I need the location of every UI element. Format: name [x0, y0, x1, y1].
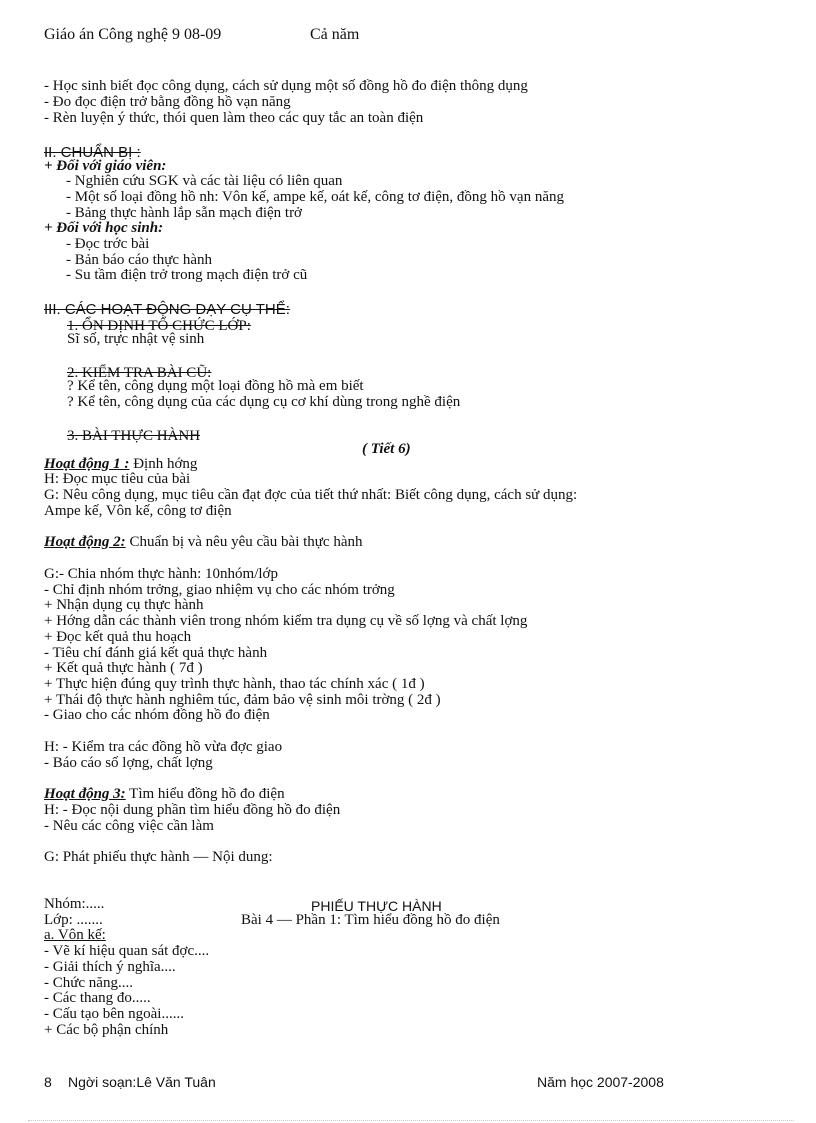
review-question: ? Kể tên, công dụng một loại đồng hồ mà em biết: [67, 378, 364, 394]
worksheet-title: PHIẾU THỰC HÀNH: [311, 898, 442, 914]
worksheet-item: - Chức năng....: [44, 975, 133, 991]
activity-2-line: - Tiêu chí đánh giá kết quả thực hành: [44, 645, 268, 661]
teacher-label: + Đối với giáo viên:: [44, 158, 167, 174]
page-header-title: Giáo án Công nghệ 9 08-09: [44, 26, 222, 43]
activity-2-line: + Kết quả thực hành ( 7đ ): [44, 660, 203, 676]
worksheet-item: - Vẽ kí hiệu quan sát đợc....: [44, 943, 210, 959]
student-item: - Bản báo cáo thực hành: [66, 252, 212, 268]
activity-3-line: H: - Đọc nội dung phần tìm hiểu đồng hồ đo điện: [44, 802, 341, 818]
activity-3-line: - Nêu các công việc cần làm: [44, 818, 214, 834]
objective-item: - Rèn luyện ý thức, thói quen làm theo các quy tắc an toàn điện: [44, 110, 424, 126]
page-bottom-divider: [28, 1120, 794, 1121]
footer-year: Năm học 2007-2008: [537, 1074, 664, 1090]
review-question: ? Kể tên, công dụng của các dụng cụ cơ khí dùng trong nghề điện: [67, 394, 461, 410]
activity-2-line: + Thái độ thực hành nghiêm túc, đảm bảo vệ sinh môi trờng ( 2đ ): [44, 692, 441, 708]
activity-3-g-line: G: Phát phiếu thực hành — Nội dung:: [44, 849, 273, 865]
section-2-title: II. CHUẨN BỊ :: [44, 144, 141, 161]
worksheet-item: + Các bộ phận chính: [44, 1022, 169, 1038]
activity-2-title: Chuẩn bị và nêu yêu cầu bài thực hành: [129, 534, 363, 550]
activity-2-line: - Chỉ định nhóm trởng, giao nhiệm vụ cho các nhóm trởng: [44, 582, 395, 598]
objective-item: - Học sinh biết đọc công dụng, cách sử dụng một số đồng hồ đo điện thông dụng: [44, 78, 528, 94]
worksheet-class-field: Lớp: .......: [44, 912, 103, 928]
teacher-item: - Một số loại đồng hồ nh: Vôn kế, ampe kế, oát kế, công tơ điện, đồng hồ vạn năng: [66, 189, 564, 205]
activity-3-title: Tìm hiểu đồng hồ đo điện: [129, 786, 285, 802]
activity-1-heading: [44, 456, 197, 472]
teacher-item: - Bảng thực hành lắp sẵn mạch điện trở: [66, 205, 302, 221]
worksheet-group-field: Nhóm:.....: [44, 896, 105, 912]
activity-2-label: Hoạt động 2:: [44, 534, 126, 550]
activity-2-line: + Thực hiện đúng quy trình thực hành, thao tác chính xác ( 1đ ): [44, 676, 425, 692]
activity-2-line: + Hớng dẫn các thành viên trong nhóm kiểm tra dụng cụ về số lợng và chất lợng: [44, 613, 528, 629]
section-3-title: III. CÁC HOẠT ĐỘNG DẠY CỤ THỂ:: [44, 301, 290, 318]
worksheet-item: - Cấu tạo bên ngoài......: [44, 1006, 184, 1022]
activity-2-line: + Đọc kết quả thu hoạch: [44, 629, 192, 645]
activity-1-line: Ampe kế, Vôn kế, công tơ điện: [44, 503, 232, 519]
activity-2-line: - Giao cho các nhóm đồng hồ đo điện: [44, 707, 270, 723]
activity-2-line: + Nhận dụng cụ thực hành: [44, 597, 204, 613]
objective-item: - Đo đọc điện trở bằng đồng hồ vạn năng: [44, 94, 291, 110]
activity-1-label: Hoạt động 1 :: [44, 456, 130, 472]
activity-2-h-line: H: - Kiểm tra các đồng hồ vừa đợc giao: [44, 739, 283, 755]
activity-2-line: G:- Chia nhóm thực hành: 10nhóm/lớp: [44, 566, 278, 582]
period-label: ( Tiết 6): [362, 441, 411, 457]
worksheet-subtitle: Bài 4 — Phần 1: Tìm hiểu đồng hồ đo điện: [241, 912, 500, 928]
student-item: - Đọc trớc bài: [66, 236, 150, 252]
worksheet-item: - Các thang đo.....: [44, 990, 151, 1006]
activity-2-heading: [44, 534, 363, 550]
footer-author: Ngời soạn:Lê Văn Tuân: [68, 1074, 216, 1090]
subsection-2-title: 2. KIỂM TRA BÀI CŨ:: [67, 365, 212, 381]
activity-1-title: Định hớng: [133, 456, 198, 472]
footer-page-number: 8: [44, 1074, 52, 1090]
subsection-3-title: 3. BÀI THỰC HÀNH: [67, 428, 201, 444]
page-header-right: Cả năm: [310, 26, 360, 43]
activity-3-label: Hoạt động 3:: [44, 786, 126, 802]
subsection-1-title: 1. ỔN ĐỊNH TỔ CHỨC LỚP:: [67, 318, 251, 334]
student-item: - Su tầm điện trở trong mạch điện trở cũ: [66, 267, 308, 283]
activity-1-line: H: Đọc mục tiêu của bài: [44, 471, 191, 487]
activity-2-h-line: - Báo cáo số lợng, chất lợng: [44, 755, 213, 771]
student-label: + Đối với học sinh:: [44, 220, 164, 236]
worksheet-section-a: a. Vôn kế:: [44, 927, 106, 943]
teacher-item: - Nghiên cứu SGK và các tài liệu có liên quan: [66, 173, 343, 189]
activity-3-heading: [44, 786, 285, 802]
activity-1-line: G: Nêu công dụng, mục tiêu cần đạt đợc của tiết thứ nhất: Biết công dụng, cách sử dụng:: [44, 487, 578, 503]
subsection-1-text: Sĩ số, trực nhật vệ sinh: [67, 331, 205, 347]
worksheet-item: - Giải thích ý nghĩa....: [44, 959, 176, 975]
